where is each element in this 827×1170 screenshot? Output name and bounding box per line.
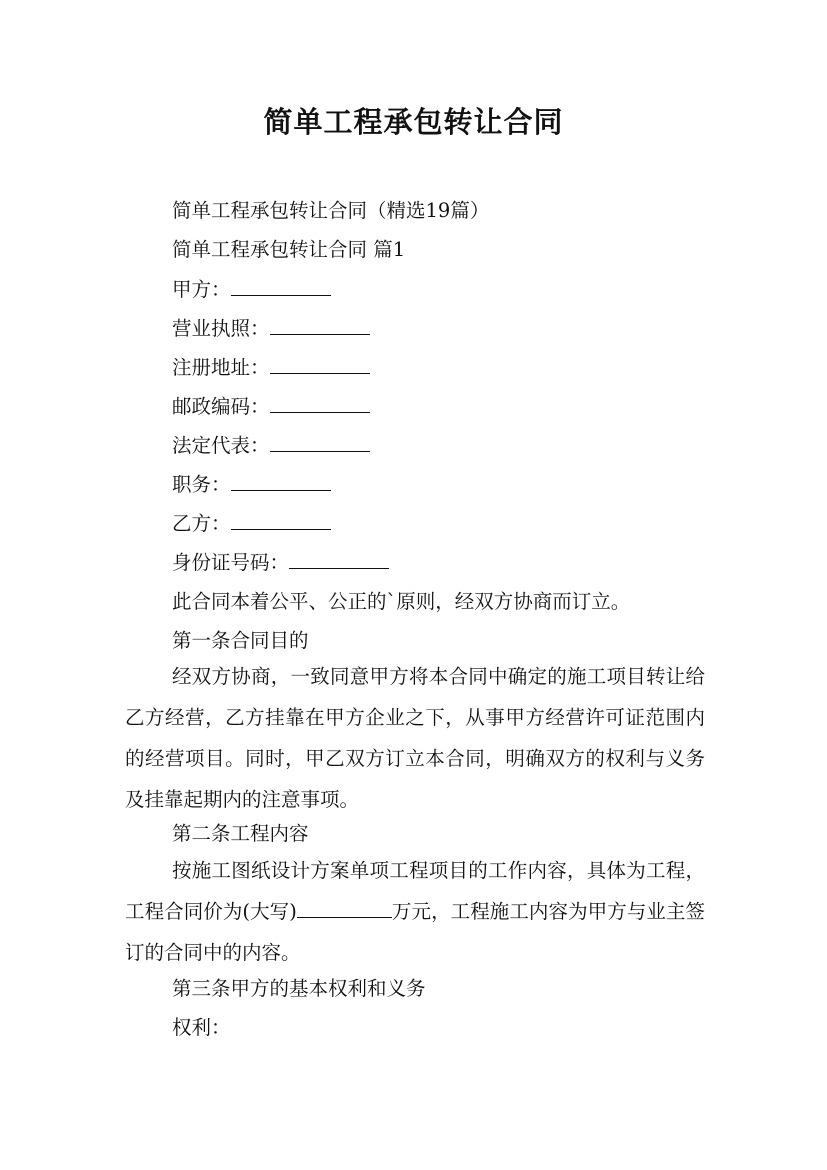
document-title: 简单工程承包转让合同: [263, 105, 564, 139]
blank-line: [270, 450, 370, 452]
blank-line: [270, 411, 370, 413]
field-label: 法定代表：: [172, 434, 270, 457]
rights-label: 权利：: [172, 1016, 231, 1039]
field-label: 邮政编码：: [172, 395, 270, 418]
document-subtitle: 简单工程承包转让合同（精选19篇）: [172, 199, 490, 222]
field-legal-rep: [172, 433, 370, 459]
field-label: 乙方：: [172, 512, 231, 535]
article-3-title: 第三条甲方的基本权利和义务: [172, 977, 426, 1000]
article-2-body-post: 万元，工程施工内容为甲方与业主签订的合同中的内容。: [125, 900, 705, 964]
article-1-body: 经双方协商，一致同意甲方将本合同中确定的施工项目转让给乙方经营，乙方挂靠在甲方企业之下，从事甲方经营许可证范围内的经营项目。同时，甲乙双方订立本合同，明确双方的权利与义务及挂靠起期内的注意事项。: [125, 665, 705, 811]
article-2-title: 第二条工程内容: [172, 822, 309, 845]
field-label: 甲方：: [172, 278, 231, 301]
blank-line: [270, 372, 370, 374]
blank-line: [231, 294, 331, 296]
field-postal-code: [172, 394, 370, 420]
blank-line: [270, 333, 370, 335]
field-id-number: [172, 550, 389, 576]
blank-line: [297, 916, 392, 918]
field-party-a: [172, 277, 331, 303]
field-label: 职务：: [172, 473, 231, 496]
field-label: 注册地址：: [172, 356, 270, 379]
blank-line: [231, 489, 331, 491]
article-1-title: 第一条合同目的: [172, 629, 309, 652]
section-heading: 简单工程承包转让合同 篇1: [172, 238, 406, 261]
blank-line: [289, 567, 389, 569]
field-party-b: [172, 511, 331, 537]
field-label: 营业执照：: [172, 317, 270, 340]
blank-line: [231, 528, 331, 530]
article-2-body-pre: 按施工图纸设计方案单项工程项目的工作内容，具体为工程，工程合同价为(大写): [125, 859, 705, 923]
intro-text: 此合同本着公平、公正的`原则，经双方协商而订立。: [172, 590, 631, 613]
field-label: 身份证号码：: [172, 551, 290, 574]
field-business-license: [172, 316, 370, 342]
field-position: [172, 472, 331, 498]
field-registered-address: [172, 355, 370, 381]
article-2-body: [125, 850, 705, 973]
